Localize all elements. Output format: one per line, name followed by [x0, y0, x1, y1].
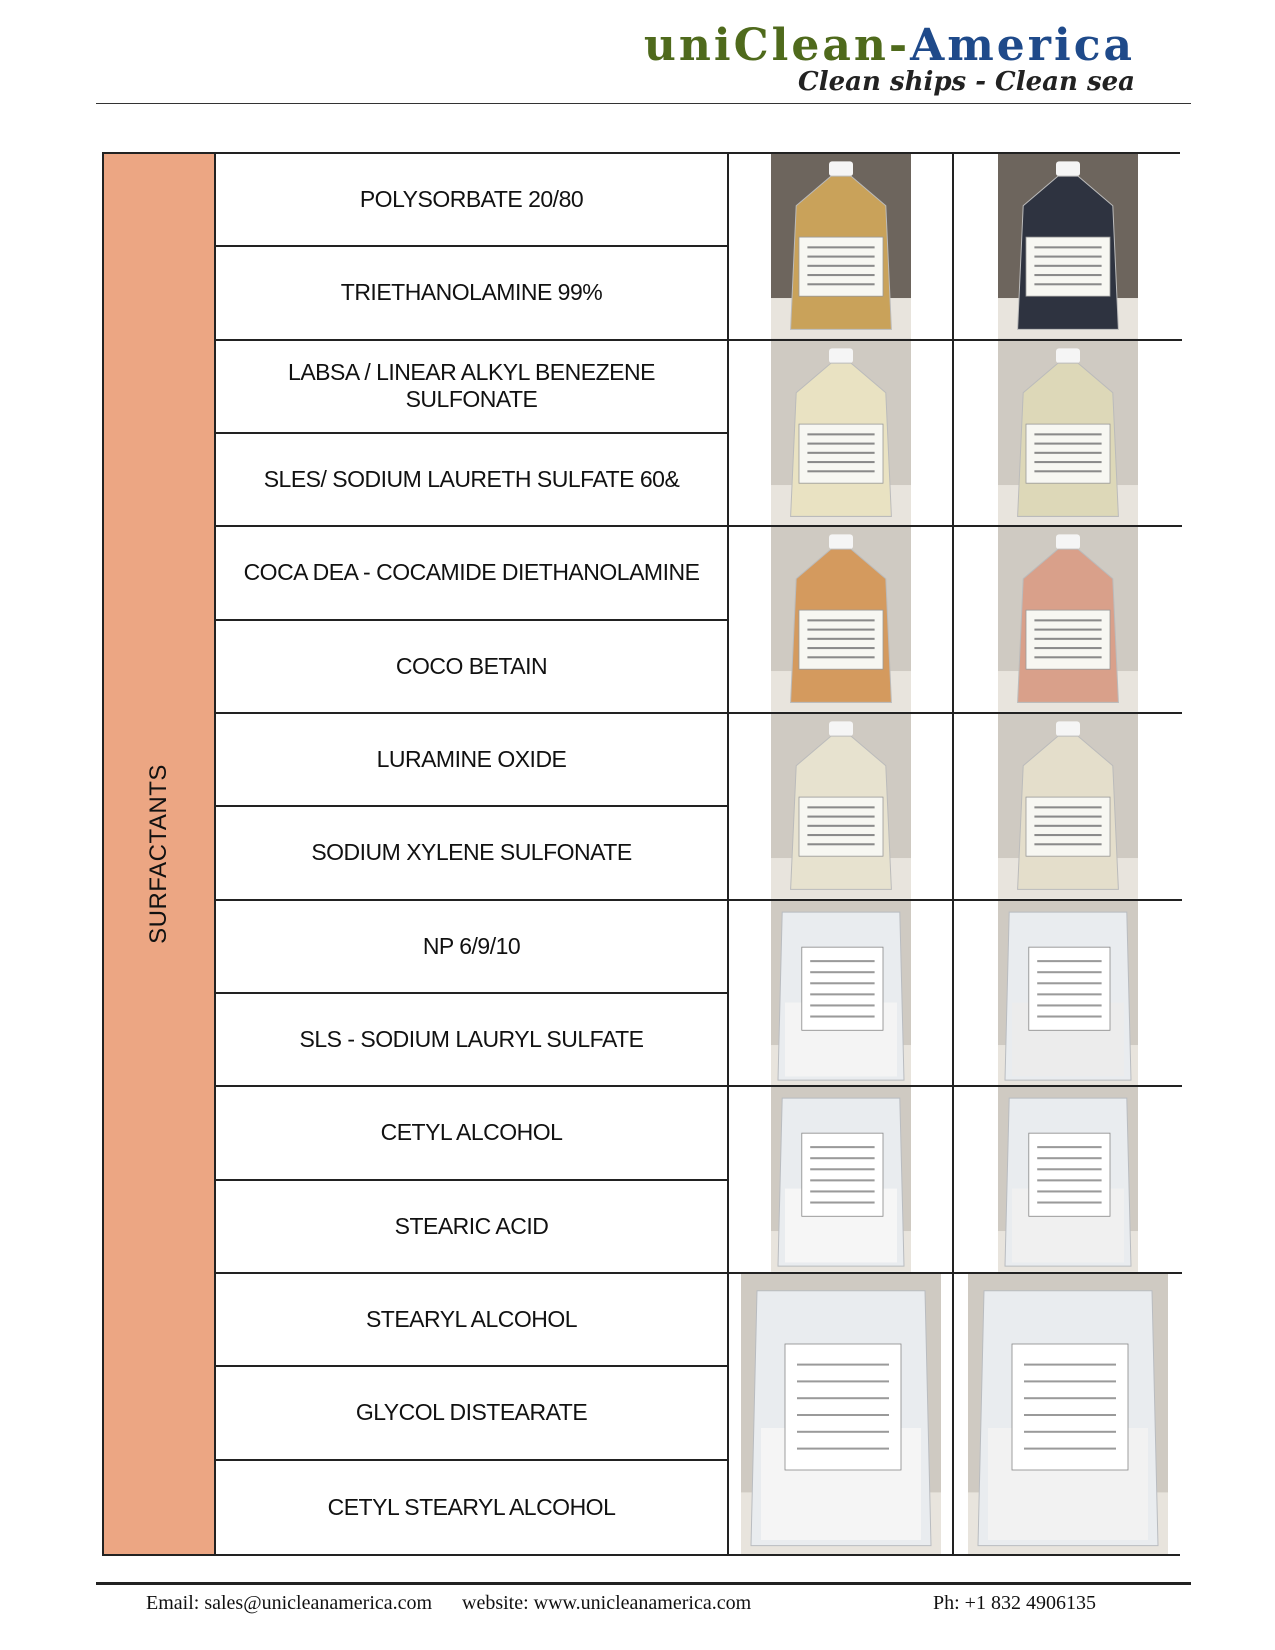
product-photo-cell: [729, 1087, 954, 1274]
brand-tagline: Clean ships - Clean sea: [798, 67, 1135, 97]
product-name: STEARYL ALCOHOL: [216, 1274, 729, 1367]
product-photo: [771, 901, 911, 1086]
product-name: SLES/ SODIUM LAURETH SULFATE 60&: [216, 434, 729, 527]
product-photo-cell: [729, 527, 954, 714]
product-photo-image: [998, 1087, 1138, 1272]
product-photo-image: [771, 154, 911, 339]
product-photo: [998, 1087, 1138, 1272]
product-photo: [771, 1087, 911, 1272]
brand-part-uniclean: uniClean-: [643, 20, 911, 71]
product-photo: [741, 1274, 941, 1554]
product-photo-image: [998, 154, 1138, 339]
header-divider: [96, 103, 1191, 104]
product-photo: [998, 714, 1138, 899]
product-name: COCO BETAIN: [216, 621, 729, 714]
product-photo-cell: [729, 714, 954, 901]
product-photo-image: [998, 341, 1138, 526]
product-photo: [771, 714, 911, 899]
product-name: TRIETHANOLAMINE 99%: [216, 247, 729, 340]
product-photo-image: [771, 901, 911, 1086]
product-photo: [771, 341, 911, 526]
footer-divider: [96, 1582, 1191, 1585]
category-column: [104, 154, 216, 1554]
product-photo: [998, 154, 1138, 339]
product-photo-cell: [954, 714, 1182, 901]
brand-logo: [644, 20, 1135, 96]
product-photo-cell: [954, 1087, 1182, 1274]
product-photo: [968, 1274, 1168, 1554]
product-name: STEARIC ACID: [216, 1181, 729, 1274]
product-photo-image: [771, 714, 911, 899]
product-photo-image: [998, 527, 1138, 712]
product-photo-image: [998, 901, 1138, 1086]
brand-wordmark: [644, 20, 1135, 72]
footer-phone: Ph: +1 832 4906135: [933, 1592, 1096, 1614]
product-photo-image: [771, 1087, 911, 1272]
product-photo-cell: [954, 527, 1182, 714]
product-photo-cell: [729, 901, 954, 1088]
product-name: POLYSORBATE 20/80: [216, 154, 729, 247]
product-photo: [998, 527, 1138, 712]
product-name: GLYCOL DISTEARATE: [216, 1367, 729, 1460]
category-label: SURFACTANTS: [145, 764, 172, 944]
product-photo: [998, 341, 1138, 526]
product-photo-cell: [729, 1274, 954, 1554]
footer-email[interactable]: Email: sales@unicleanamerica.com: [146, 1592, 433, 1614]
product-photo-image: [771, 341, 911, 526]
product-photo-cell: [954, 901, 1182, 1088]
product-name: LURAMINE OXIDE: [216, 714, 729, 807]
product-photo-cell: [954, 341, 1182, 528]
product-photo-image: [771, 527, 911, 712]
product-photo-cell: [729, 341, 954, 528]
product-name: CETYL STEARYL ALCOHOL: [216, 1461, 729, 1554]
product-table: [102, 152, 1180, 1556]
footer-website[interactable]: website: www.unicleanamerica.com: [462, 1592, 752, 1614]
product-photo: [771, 527, 911, 712]
product-photo-image: [998, 714, 1138, 899]
product-photo-cell: [729, 154, 954, 341]
product-name: LABSA / LINEAR ALKYL BENEZENE SULFONATE: [216, 341, 729, 434]
product-photo-cell: [954, 154, 1182, 341]
product-photo: [998, 901, 1138, 1086]
product-photo-image: [968, 1274, 1168, 1554]
product-name: CETYL ALCOHOL: [216, 1087, 729, 1180]
product-name: SLS - SODIUM LAURYL SULFATE: [216, 994, 729, 1087]
brand-part-america: America: [910, 20, 1135, 71]
product-photo: [771, 154, 911, 339]
product-name: COCA DEA - COCAMIDE DIETHANOLAMINE: [216, 527, 729, 620]
product-name: NP 6/9/10: [216, 901, 729, 994]
product-photo-cell: [954, 1274, 1182, 1554]
product-photo-image: [741, 1274, 941, 1554]
product-name: SODIUM XYLENE SULFONATE: [216, 807, 729, 900]
